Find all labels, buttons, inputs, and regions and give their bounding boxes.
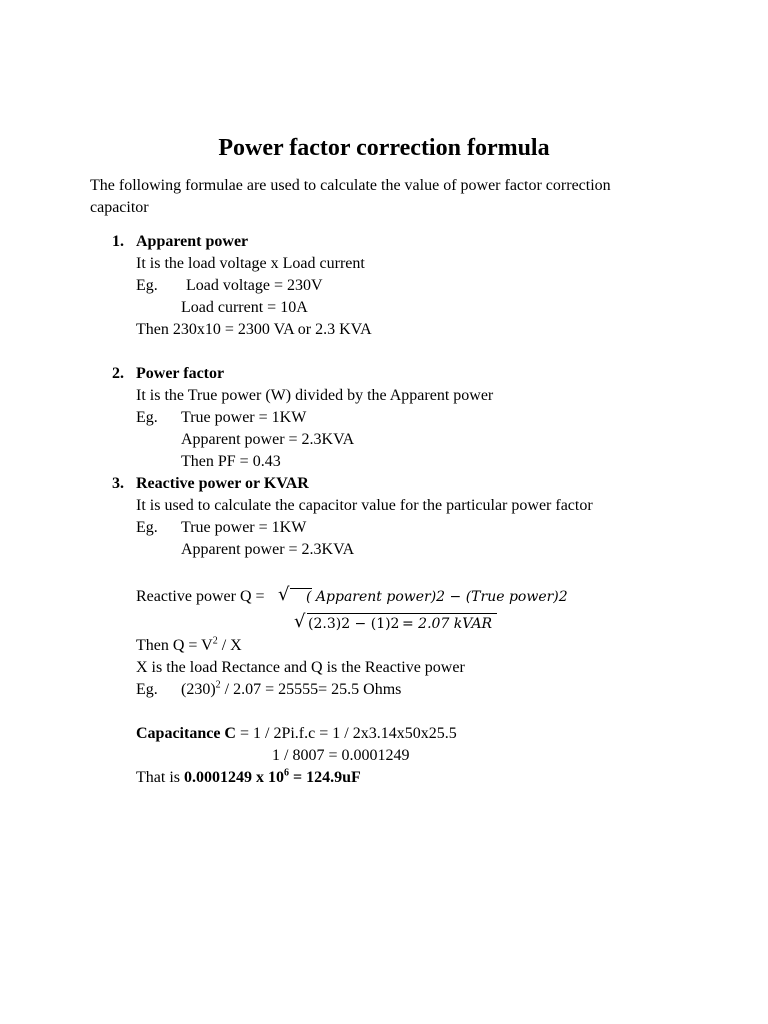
section-1-result: Then 230x10 = 2300 VA or 2.3 KVA [136, 321, 372, 338]
reactive-eg-sup: 2 [215, 679, 221, 691]
section-2-eg-line-2: Apparent power = 2.3KVA [181, 431, 355, 448]
section-2-eg-line-3: Then PF = 0.43 [181, 453, 281, 470]
section-1-number: 1. [112, 233, 124, 250]
section-2-number: 2. [112, 365, 124, 382]
section-3-eg-label: Eg. [136, 519, 158, 536]
section-2-eg-label: Eg. [136, 409, 158, 426]
section-1-heading [112, 231, 248, 253]
section-1-eg-label: Eg. [136, 277, 158, 294]
result-bold-suffix: = 124.9uF [289, 769, 361, 786]
result-bold-sup: 6 [284, 767, 289, 779]
section-2-desc: It is the True power (W) divided by the Apparent power [136, 387, 494, 404]
then-q-suffix: / X [217, 637, 242, 654]
section-2-eg-line-1: True power = 1KW [181, 409, 307, 426]
section-3-title: Reactive power or KVAR [136, 475, 309, 492]
section-1-eg-line-1: Load voltage = 230V [186, 277, 323, 294]
reactive-eg-suffix: / 2.07 = 25555= 25.5 Ohms [220, 681, 402, 698]
calc-sqrt-sign: √ [294, 611, 306, 632]
section-3-eg-line-1: True power = 1KW [181, 519, 307, 536]
section-3-number: 3. [112, 475, 124, 492]
then-q-prefix: Then Q = V [136, 637, 213, 654]
intro-line-2: capacitor [90, 199, 149, 216]
page-title: Power factor correction formula [218, 135, 550, 161]
calc-result: = 2.07 kVAR [402, 616, 493, 632]
capacitance-result [136, 767, 361, 789]
calc-inside: (2.3)2 − (1)2 [308, 616, 400, 632]
then-q-line [136, 635, 242, 657]
x-definition: X is the load Rectance and Q is the Reactive power [136, 659, 465, 676]
result-bold-prefix: 0.0001249 x 10 [184, 769, 284, 786]
reactive-eg-prefix: (230) [181, 681, 216, 698]
reactive-power-label: Reactive power Q = [136, 588, 265, 605]
capacitance-line-2: 1 / 8007 = 0.0001249 [272, 747, 410, 764]
reactive-eg-label: Eg. [136, 681, 158, 698]
section-1-desc: It is the load voltage x Load current [136, 255, 365, 272]
capacitance-formula: = 1 / 2Pi.f.c = 1 / 2x3.14x50x25.5 [235, 725, 457, 742]
section-3-eg-line-2: Apparent power = 2.3KVA [181, 541, 355, 558]
intro-line-1: The following formulae are used to calculate the value of power factor correction [90, 177, 611, 194]
reactive-eg-calc [181, 679, 401, 701]
section-2-heading [112, 363, 224, 385]
that-is-text: That is [136, 769, 184, 786]
section-2-title: Power factor [136, 365, 225, 382]
reactive-sqrt-sign: √ [278, 584, 290, 605]
then-q-sup: 2 [212, 635, 218, 647]
section-3-desc: It is used to calculate the capacitor value for the particular power factor [136, 497, 593, 514]
section-1-eg-line-2: Load current = 10A [181, 299, 308, 316]
section-3-heading [112, 473, 309, 495]
section-1-title: Apparent power [136, 233, 249, 250]
capacitance-label: Capacitance C [136, 725, 236, 742]
capacitance-line-1 [136, 723, 457, 745]
reactive-formula: ( Apparent power)2 − (True power)2 [306, 589, 568, 605]
